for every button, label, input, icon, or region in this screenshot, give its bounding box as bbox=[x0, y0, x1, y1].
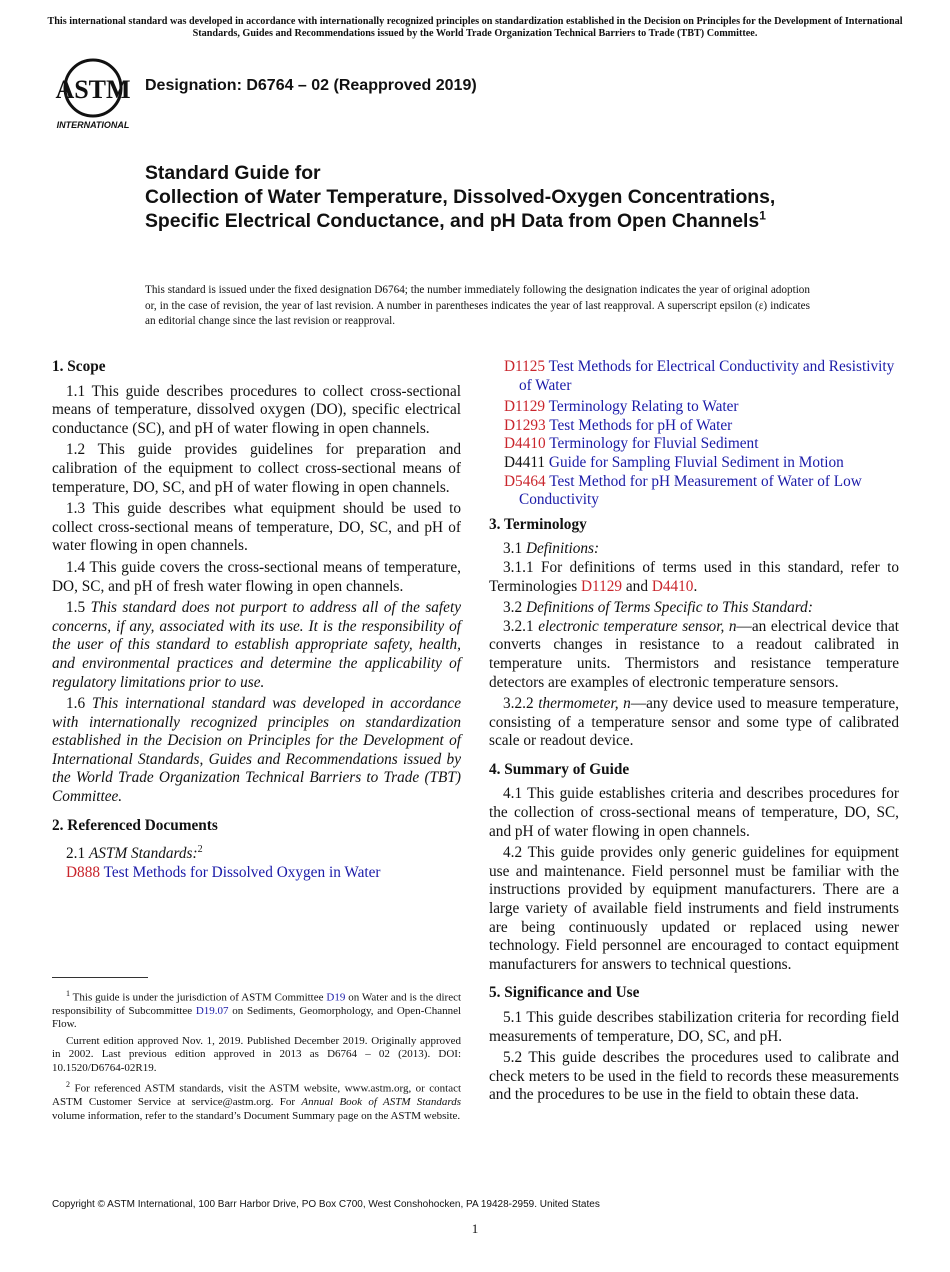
designation: Designation: D6764 – 02 (Reapproved 2019) bbox=[145, 77, 477, 94]
section-heading-referenced: 2. Referenced Documents bbox=[52, 816, 218, 834]
development-notice: This international standard was developed in accordance with internationally recognized principles on standardization established in the Decision on Principles for the Development of International Standards, Guides and Recommendations issued by the World Trade Organization Technical Barriers to Trade (TBT) Committee. bbox=[47, 16, 903, 39]
title-footnote-mark: 1 bbox=[759, 208, 766, 223]
footnote-1 bbox=[52, 987, 461, 1032]
reference-code[interactable]: D1293 bbox=[504, 416, 546, 434]
reference-title[interactable]: Terminology for Fluvial Sediment bbox=[549, 435, 759, 453]
footnote-2-text-b: volume information, refer to the standard’s Document Summary page on the ASTM website. bbox=[52, 1109, 461, 1122]
astm-standards-label: ASTM Standards: bbox=[88, 845, 198, 863]
para-3-2-1-num: 3.2.1 bbox=[503, 617, 534, 635]
definitions-specific-label: Definitions of Terms Specific to This Standard: bbox=[525, 599, 813, 617]
and-text: and bbox=[625, 577, 648, 595]
right-column bbox=[489, 358, 899, 1108]
document-title bbox=[145, 161, 835, 233]
para-1-2: 1.2 This guide provides guidelines for preparation and calibration of the equipment to collect cross-sectional means of temperature, DO, SC, and pH of water flowing in open channels. bbox=[52, 441, 461, 496]
reference-title[interactable]: Test Methods for pH of Water bbox=[549, 416, 733, 434]
page-number: 1 bbox=[471, 1221, 479, 1236]
para-1-5-text: This standard does not purport to address all of the safety concerns, if any, associated with its use. It is the responsibility of the user of this standard to establish appropriate safety, health, and environmental practices and determine the applicability of regulatory limitations prior to use. bbox=[52, 599, 462, 691]
para-1-5-num: 1.5 bbox=[66, 599, 86, 617]
section-heading-significance: 5. Significance and Use bbox=[489, 984, 640, 1002]
section-heading-scope: 1. Scope bbox=[52, 358, 106, 375]
reference-code[interactable]: D1129 bbox=[504, 398, 546, 416]
subcommittee-link[interactable]: D19.07 bbox=[195, 1005, 229, 1018]
para-3-2-2-num: 3.2.2 bbox=[503, 695, 534, 713]
para-2-1 bbox=[52, 841, 461, 864]
term-thermometer-def: —any device used to measure temperature, consisting of a temperature sensor and some type of calibrated scale or readout device. bbox=[489, 695, 900, 750]
astm-logo-icon bbox=[52, 56, 134, 132]
para-3-2 bbox=[489, 599, 899, 618]
footnote-1-edition: Current edition approved Nov. 1, 2019. Published December 2019. Originally approved in 2002. Last previous edition approved in 2013 as D6764 – 02 (2013). DOI: 10.1520/D6764-02R19. bbox=[52, 1034, 461, 1074]
reference-item[interactable] bbox=[489, 435, 899, 454]
para-1-4: 1.4 This guide covers the cross-sectional means of temperature, DO, SC, and pH of fresh water flowing in open channels. bbox=[52, 558, 461, 595]
reference-item[interactable] bbox=[489, 358, 899, 395]
para-1-6 bbox=[52, 695, 461, 807]
terminology-ref-link[interactable]: D1129 bbox=[580, 577, 623, 595]
para-3-1-1-text: 3.1.1 For definitions of terms used in this standard, refer to Terminologies bbox=[489, 558, 899, 595]
title-main bbox=[145, 185, 835, 233]
para-3-2-1 bbox=[489, 618, 899, 692]
definitions-label: Definitions: bbox=[525, 540, 600, 558]
term-electronic-sensor: electronic temperature sensor, n bbox=[538, 617, 737, 635]
standard-issuance-note: This standard is issued under the fixed designation D6764; the number immediately following the designation indicates the year of original adoption or, in the case of revision, the year of last revision. A number in parentheses indicates the year of last reapproval. A superscript epsilon (ε) indicates an editorial change since the last revision or reapproval. bbox=[145, 284, 810, 327]
reference-title[interactable]: Guide for Sampling Fluvial Sediment in Motion bbox=[548, 453, 844, 471]
reference-code[interactable]: D5464 bbox=[504, 472, 546, 490]
reference-item[interactable] bbox=[52, 864, 461, 883]
reference-code[interactable]: D4411 bbox=[504, 453, 546, 471]
footnote-2 bbox=[52, 1078, 461, 1123]
para-5-2: 5.2 This guide describes the procedures used to calibrate and check meters to be used in the field to records these measurements and the procedures to be use in the field to obtain these data. bbox=[489, 1049, 899, 1104]
reference-item[interactable] bbox=[489, 473, 899, 510]
section-heading-summary: 4. Summary of Guide bbox=[489, 760, 630, 778]
committee-link[interactable]: D19 bbox=[326, 991, 346, 1004]
copyright: Copyright © ASTM International, 100 Barr Harbor Drive, PO Box C700, West Conshohocken, PA 19428-2959. United States bbox=[52, 1199, 600, 1210]
para-1-6-text: This international standard was developed in accordance with internationally recognized principles on standardization established in the Decision on Principles for the Development of International Standards, Guides and Recommendations issued by the World Trade Organization Technical Barriers to Trade (TBT) Committee. bbox=[52, 695, 461, 806]
para-1-3: 1.3 This guide describes what equipment should be used to collect cross-sectional means of temperature, DO, SC, and pH of water flowing in open channels. bbox=[52, 500, 461, 555]
footnote-2-mark: 2 bbox=[66, 1080, 70, 1090]
reference-item[interactable] bbox=[489, 454, 899, 473]
para-1-1: 1.1 This guide describes procedures to collect cross-sectional means of temperature, dissolved oxygen (DO), specific electrical conductance (SC), and pH of water flowing in open channels. bbox=[52, 382, 461, 437]
para-3-2-2 bbox=[489, 695, 899, 751]
para-2-1-num: 2.1 bbox=[66, 845, 86, 863]
footnote-divider bbox=[52, 977, 148, 978]
para-3-2-num: 3.2 bbox=[503, 599, 523, 617]
reference-code[interactable]: D888 bbox=[66, 863, 100, 881]
footnote-1-mark: 1 bbox=[66, 989, 70, 998]
footnote-2-italic: Annual Book of ASTM Standards bbox=[301, 1096, 462, 1109]
reference-title[interactable]: Test Methods for Dissolved Oxygen in Water bbox=[103, 863, 381, 881]
section-heading-terminology: 3. Terminology bbox=[489, 515, 587, 533]
reference-title[interactable]: Test Method for pH Measurement of Water of Low Conductivity bbox=[519, 472, 862, 509]
svg-text:INTERNATIONAL: INTERNATIONAL bbox=[56, 120, 130, 130]
para-4-1: 4.1 This guide establishes criteria and describes procedures for the collection of cross-sectional means of temperature, DO, SC, and pH of water flowing in open channels. bbox=[489, 785, 899, 840]
reference-title[interactable]: Terminology Relating to Water bbox=[548, 398, 739, 416]
reference-code[interactable]: D4410 bbox=[504, 435, 546, 453]
footnote-1-text-a: This guide is under the jurisdiction of ASTM Committee bbox=[72, 991, 324, 1004]
footnotes bbox=[52, 987, 461, 1126]
title-line-1: Standard Guide for bbox=[145, 162, 321, 184]
para-3-1 bbox=[489, 540, 899, 559]
para-5-1: 5.1 This guide describes stabilization criteria for recording field measurements of temperature, DO, SC, and pH. bbox=[489, 1009, 899, 1045]
footnote-1-text-c: on Sediments, Geomorphology, and Open-Channel Flow. bbox=[52, 1005, 462, 1031]
terminology-ref-link[interactable]: D4410 bbox=[651, 577, 694, 595]
term-electronic-sensor-def: —an electrical device that converts changes in resistance to a readout calibrated in temperature units. Thermistors and resistance temperature detectors are examples of electronic temperature sensors. bbox=[489, 617, 899, 691]
para-1-6-num: 1.6 bbox=[66, 695, 86, 713]
astm-standards-sup: 2 bbox=[197, 844, 203, 856]
para-3-1-num: 3.1 bbox=[503, 540, 523, 558]
reference-item[interactable] bbox=[489, 417, 899, 436]
footnote-1-text-b: on Water and is the direct responsibility of Subcommittee bbox=[52, 991, 462, 1018]
term-thermometer: thermometer, n bbox=[538, 695, 631, 713]
title-main-text: Collection of Water Temperature, Dissolved-Oxygen Concentrations, Specific Electrical Conductance, and pH Data from Open Channels bbox=[145, 186, 776, 232]
para-1-5 bbox=[52, 599, 461, 692]
para-4-2: 4.2 This guide provides only generic guidelines for equipment use and maintenance. Field personnel must be familiar with the instructions provided by equipment manufacturers. There are a large variety of available field instruments and field instruments are being continuously updated or replaced using newer technology. Field personnel are encouraged to contact equipment manufacturers for answers to technical questions. bbox=[489, 844, 899, 973]
period: . bbox=[693, 577, 698, 595]
para-3-1-1 bbox=[489, 559, 899, 596]
left-column bbox=[52, 358, 461, 886]
reference-title[interactable]: Test Methods for Electrical Conductivity and Resistivity of Water bbox=[519, 358, 895, 394]
reference-item[interactable] bbox=[489, 398, 899, 417]
footnote-2-text-a: For referenced ASTM standards, visit the ASTM website, www.astm.org, or contact ASTM Customer Service at service@astm.org. For bbox=[52, 1082, 462, 1109]
reference-code[interactable]: D1125 bbox=[504, 358, 546, 375]
svg-text:ASTM: ASTM bbox=[55, 75, 131, 104]
